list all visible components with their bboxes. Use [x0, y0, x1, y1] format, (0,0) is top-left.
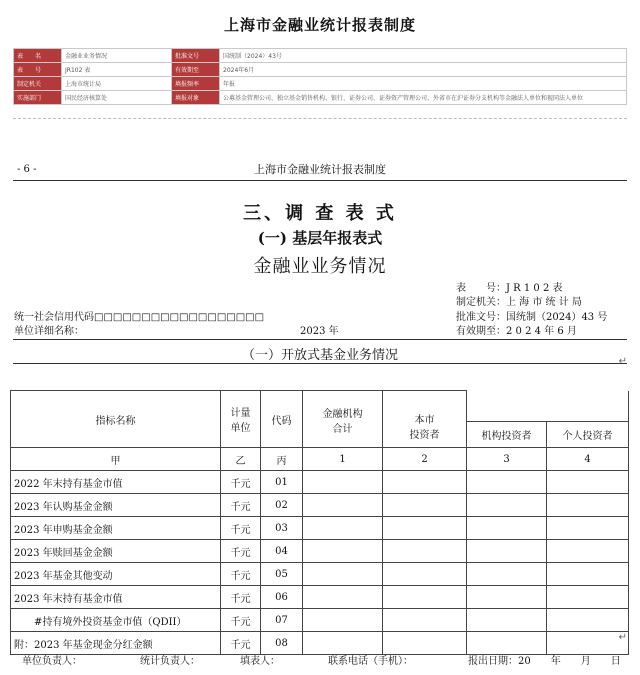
report-year: 2023 年 — [300, 326, 339, 337]
info-label: 实施部门 — [14, 91, 62, 105]
cell-unit: 千元 — [221, 494, 261, 517]
input-cell[interactable] — [303, 471, 383, 494]
input-cell[interactable] — [467, 494, 547, 517]
info-label: 批准文号 — [172, 49, 220, 63]
info-value: 年报 — [220, 77, 627, 91]
header-blank — [467, 391, 547, 422]
header-title: 上海市金融业统计报表制度 — [254, 163, 386, 176]
header-institutional: 机构投资者 — [467, 422, 547, 448]
cell-code: 06 — [261, 586, 303, 609]
table-row — [11, 471, 629, 494]
page-title: 上海市金融业统计报表制度 — [223, 16, 416, 34]
info-row — [14, 77, 627, 91]
input-cell[interactable] — [303, 609, 383, 632]
table-row — [11, 517, 629, 540]
credit-code: 统一社会信用代码□□□□□□□□□□□□□□□□□□ — [14, 312, 265, 323]
column-index: 1 — [303, 448, 383, 471]
cell-code: 08 — [261, 632, 303, 655]
section-title: 三、调 查 表 式 — [243, 203, 397, 224]
info-label: 表 号 — [14, 63, 62, 77]
info-table — [13, 48, 627, 105]
page-number: - 6 - — [17, 164, 37, 175]
issuing-org: 制定机关：上 海 市 统 计 局 — [456, 297, 582, 308]
header-rule — [13, 180, 627, 181]
cell-name: #持有境外投资基金市值（QDII） — [11, 609, 221, 632]
column-index: 2 — [383, 448, 467, 471]
approval-number: 批准文号：国统制（2024）43 号 — [456, 312, 608, 323]
input-cell[interactable] — [467, 471, 547, 494]
input-cell[interactable] — [547, 494, 629, 517]
table-row — [11, 563, 629, 586]
footer-unit-head: 单位负责人： — [22, 656, 82, 667]
return-mark-2: ↵ — [618, 632, 627, 643]
info-row — [14, 49, 627, 63]
footer-filler: 填表人： — [240, 656, 280, 667]
input-cell[interactable] — [547, 563, 629, 586]
cell-code: 02 — [261, 494, 303, 517]
input-cell[interactable] — [547, 517, 629, 540]
info-value: JR102 表 — [62, 63, 172, 77]
footer-phone: 联系电话（手机）： — [328, 656, 413, 667]
info-label: 制定机关 — [14, 77, 62, 91]
cell-name: 2023 年基金其他变动 — [11, 563, 221, 586]
cell-code: 03 — [261, 517, 303, 540]
input-cell[interactable] — [383, 563, 467, 586]
footer-date: 报出日期：20 年 月 日 — [468, 656, 621, 667]
input-cell[interactable] — [467, 586, 547, 609]
info-label: 填报频率 — [172, 77, 220, 91]
data-table — [10, 390, 629, 655]
input-cell[interactable] — [303, 494, 383, 517]
cell-unit: 千元 — [221, 471, 261, 494]
caption-rule-bottom — [13, 363, 627, 364]
column-index: 丙 — [261, 448, 303, 471]
cell-unit: 千元 — [221, 586, 261, 609]
header-code: 代码 — [261, 391, 303, 448]
cell-name: 2023 年认购基金金额 — [11, 494, 221, 517]
info-value: 国民经济核算处 — [62, 91, 172, 105]
header-total: 金融机构 合计 — [303, 391, 383, 448]
valid-until: 有效期至：2 0 2 4 年 6 月 — [456, 326, 577, 337]
info-value: 公募基金管理公司、独立基金销售机构、银行、证券公司、证券资产管理公司、外省市在沪证券分支机构等金融法人单位和视同法人单位 — [220, 91, 627, 105]
cell-code: 04 — [261, 540, 303, 563]
header-blank-2 — [547, 391, 629, 422]
info-value: 上海市统计局 — [62, 77, 172, 91]
input-cell[interactable] — [467, 609, 547, 632]
header-local-investors: 本市 投资者 — [383, 391, 467, 448]
input-cell[interactable] — [383, 494, 467, 517]
input-cell[interactable] — [383, 471, 467, 494]
column-index-row — [11, 448, 629, 471]
cell-name: 附：2023 年基金现金分红金额 — [11, 632, 221, 655]
input-cell[interactable] — [547, 540, 629, 563]
cell-name: 2023 年申购基金金额 — [11, 517, 221, 540]
column-index: 甲 — [11, 448, 221, 471]
cell-name: 2022 年末持有基金市值 — [11, 471, 221, 494]
info-value: 2024年6月 — [220, 63, 627, 77]
cell-code: 07 — [261, 609, 303, 632]
input-cell[interactable] — [383, 540, 467, 563]
table-row — [11, 586, 629, 609]
column-index: 乙 — [221, 448, 261, 471]
table-row — [11, 609, 629, 632]
return-mark: ↵ — [618, 356, 627, 367]
info-label: 有效期至 — [172, 63, 220, 77]
input-cell[interactable] — [467, 540, 547, 563]
sub-title: (一) 基层年报表式 — [257, 229, 383, 247]
form-number: 表 号：J R 1 0 2 表 — [456, 283, 563, 294]
input-cell[interactable] — [547, 586, 629, 609]
cell-unit: 千元 — [221, 609, 261, 632]
info-value: 金融业业务情况 — [62, 49, 172, 63]
input-cell[interactable] — [383, 517, 467, 540]
info-label: 填报对象 — [172, 91, 220, 105]
header-unit: 计量 单位 — [221, 391, 261, 448]
input-cell[interactable] — [467, 563, 547, 586]
cell-code: 01 — [261, 471, 303, 494]
input-cell[interactable] — [303, 517, 383, 540]
cell-unit: 千元 — [221, 517, 261, 540]
table-row — [11, 494, 629, 517]
header-name: 指标名称 — [11, 391, 221, 448]
input-cell[interactable] — [467, 517, 547, 540]
cell-name: 2023 年末持有基金市值 — [11, 586, 221, 609]
cell-unit: 千元 — [221, 540, 261, 563]
unit-name-label: 单位详细名称： — [14, 326, 84, 337]
header-individual: 个人投资者 — [547, 422, 629, 448]
input-cell[interactable] — [383, 586, 467, 609]
footer-stat-head: 统计负责人： — [140, 656, 200, 667]
info-label: 表 名 — [14, 49, 62, 63]
input-cell[interactable] — [547, 609, 629, 632]
table-caption: （一）开放式基金业务情况 — [241, 348, 398, 363]
cell-unit: 千元 — [221, 632, 261, 655]
table-row — [11, 540, 629, 563]
input-cell[interactable] — [303, 540, 383, 563]
cell-unit: 千元 — [221, 563, 261, 586]
info-row — [14, 63, 627, 77]
caption-rule-top — [13, 339, 627, 340]
form-title: 金融业业务情况 — [253, 256, 387, 277]
cell-code: 05 — [261, 563, 303, 586]
input-cell[interactable] — [547, 471, 629, 494]
input-cell[interactable] — [303, 563, 383, 586]
cell-name: 2023 年赎回基金金额 — [11, 540, 221, 563]
info-value: 国统制（2024）43号 — [220, 49, 627, 63]
info-row — [14, 91, 627, 105]
input-cell[interactable] — [383, 609, 467, 632]
separator — [13, 118, 627, 119]
column-index: 4 — [547, 448, 629, 471]
column-index: 3 — [467, 448, 547, 471]
input-cell[interactable] — [303, 586, 383, 609]
